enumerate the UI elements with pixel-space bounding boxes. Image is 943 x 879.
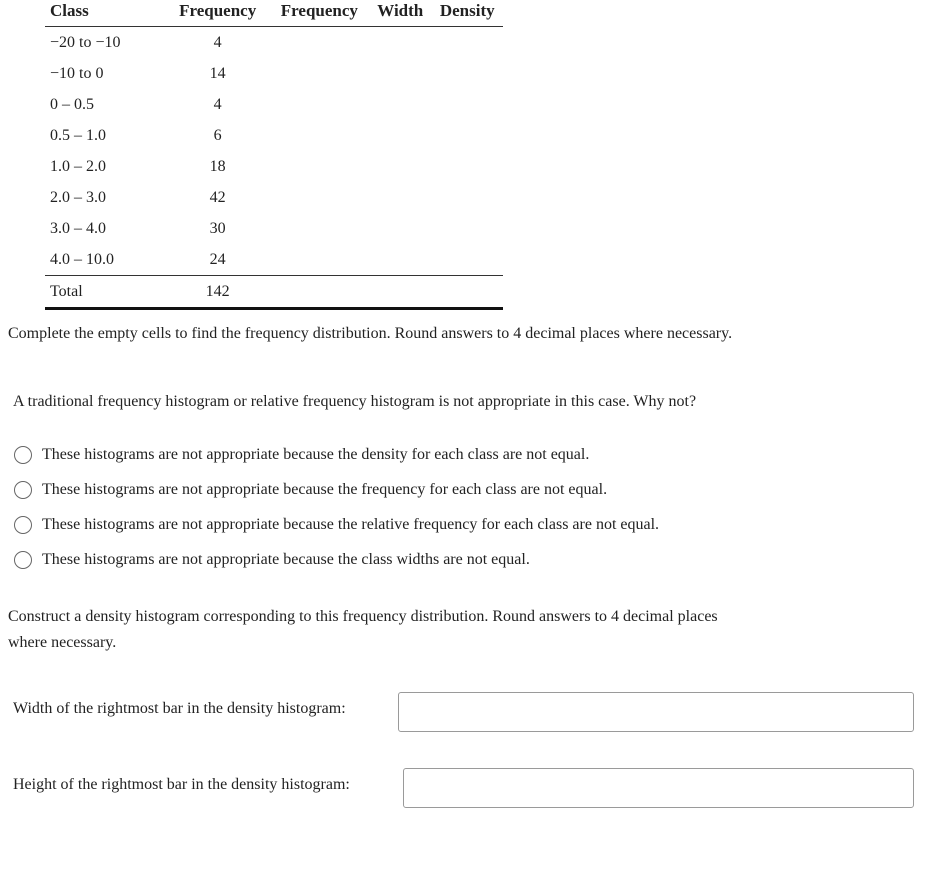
total-width (369, 276, 431, 309)
frequency-cell: 24 (209, 250, 226, 268)
relative-frequency-cell (270, 58, 369, 89)
frequency-cell: 30 (209, 219, 226, 237)
class-cell: 0.5 – 1.0 (50, 126, 106, 144)
option-label: These histograms are not appropriate because the density for each class are not equal. (42, 445, 590, 463)
width-cell (369, 244, 431, 276)
table-row (45, 89, 503, 120)
relative-frequency-cell (270, 27, 369, 59)
class-cell: 3.0 – 4.0 (50, 219, 106, 237)
total-frequency: 142 (166, 276, 270, 309)
density-cell (431, 244, 503, 276)
header-width: Width (369, 0, 431, 27)
frequency-cell: 18 (209, 157, 226, 175)
total-relative-frequency (270, 276, 369, 309)
radio-button[interactable] (14, 516, 32, 534)
table-row (45, 58, 503, 89)
table-row (45, 213, 503, 244)
option-label: These histograms are not appropriate because the frequency for each class are not equal. (42, 480, 608, 498)
width-answer-label: Width of the rightmost bar in the density histogram: (13, 700, 346, 717)
table-row (45, 244, 503, 276)
frequency-cell: 6 (213, 126, 222, 144)
table-row (45, 151, 503, 182)
option-class-widths-unequal[interactable] (14, 542, 659, 577)
class-cell: 2.0 – 3.0 (50, 188, 106, 206)
class-cell: −10 to 0 (50, 64, 104, 82)
relative-frequency-cell (270, 244, 369, 276)
frequency-cell: 42 (209, 188, 226, 206)
density-cell (431, 213, 503, 244)
frequency-cell: 4 (213, 33, 222, 51)
construct-instruction-line1: Construct a density histogram corresponding to this frequency distribution. Round answers to 4 decimal places (8, 608, 718, 625)
density-cell (431, 151, 503, 182)
density-cell (431, 89, 503, 120)
width-cell (369, 89, 431, 120)
relative-frequency-cell (270, 182, 369, 213)
frequency-cell: 4 (213, 95, 222, 113)
class-cell: 4.0 – 10.0 (50, 250, 114, 268)
height-answer-label: Height of the rightmost bar in the density histogram: (13, 776, 350, 793)
frequency-distribution-table (45, 0, 503, 310)
table-row (45, 27, 503, 59)
relative-frequency-cell (270, 151, 369, 182)
header-density: Density (431, 0, 503, 27)
header-class: Class (45, 0, 166, 27)
option-label: These histograms are not appropriate because the class widths are not equal. (42, 550, 530, 568)
construct-instruction-line2: where necessary. (8, 634, 117, 651)
width-answer-input[interactable] (398, 692, 914, 732)
option-frequency-unequal[interactable] (14, 472, 659, 507)
option-label: These histograms are not appropriate because the relative frequency for each class are not equal. (42, 515, 660, 533)
width-cell (369, 58, 431, 89)
class-cell: 1.0 – 2.0 (50, 157, 106, 175)
height-answer-input[interactable] (403, 768, 914, 808)
construct-instruction (8, 604, 718, 656)
density-cell (431, 27, 503, 59)
table-row (45, 120, 503, 151)
option-relative-frequency-unequal[interactable] (14, 507, 659, 542)
answer-options (14, 437, 659, 577)
header-relative-frequency: Frequency (270, 0, 369, 27)
class-cell: −20 to −10 (50, 33, 121, 51)
radio-button[interactable] (14, 446, 32, 464)
class-cell: 0 – 0.5 (50, 95, 94, 113)
total-density (431, 276, 503, 309)
frequency-cell: 14 (209, 64, 226, 82)
complete-cells-instruction: Complete the empty cells to find the frequency distribution. Round answers to 4 decimal places where necessary. (8, 325, 733, 342)
width-cell (369, 120, 431, 151)
table-header-row (45, 0, 503, 27)
radio-button[interactable] (14, 551, 32, 569)
option-density-unequal[interactable] (14, 437, 659, 472)
relative-frequency-cell (270, 120, 369, 151)
relative-frequency-cell (270, 89, 369, 120)
histogram-question-prompt: A traditional frequency histogram or relative frequency histogram is not appropriate in this case. Why not? (13, 393, 697, 410)
width-cell (369, 182, 431, 213)
total-label: Total (45, 276, 166, 309)
radio-button[interactable] (14, 481, 32, 499)
density-cell (431, 58, 503, 89)
relative-frequency-cell (270, 213, 369, 244)
width-answer-row (13, 700, 346, 718)
table-row (45, 182, 503, 213)
width-cell (369, 151, 431, 182)
density-cell (431, 182, 503, 213)
total-row (45, 276, 503, 309)
height-answer-row (13, 776, 350, 794)
width-cell (369, 27, 431, 59)
width-cell (369, 213, 431, 244)
density-cell (431, 120, 503, 151)
header-frequency: Frequency (166, 0, 270, 27)
